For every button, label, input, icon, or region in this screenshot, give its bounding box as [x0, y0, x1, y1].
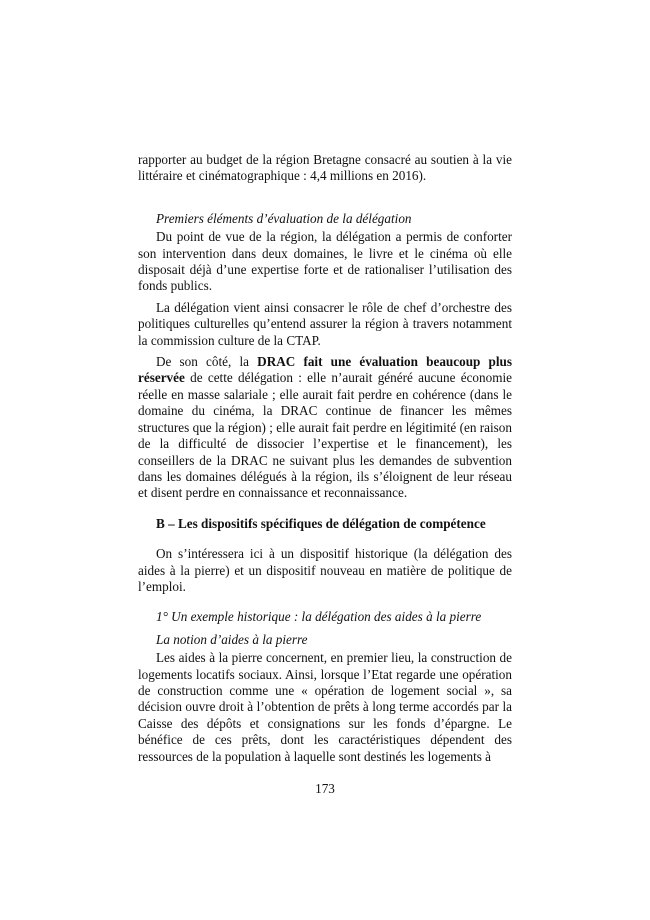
paragraph-chef-orchestre: La délégation vient ainsi consacrer le rôle de chef d’orchestre des politiques culturelles qu’entend assurer la région à travers notamment la commission culture de la CTAP. — [138, 299, 512, 348]
subheading-notion-aides: La notion d’aides à la pierre — [156, 631, 308, 647]
paragraph-dispositifs: On s’intéressera ici à un dispositif historique (la délégation des aides à la pierre) et un dispositif nouveau en matière de politique de l’emploi. — [138, 546, 512, 594]
paragraph-region-view: Du point de vue de la région, la délégation a permis de conforter son intervention dans deux domaines, le livre et le cinéma où elle disposait déjà d’une expertise forte et de rationaliser l’utilisation des fonds publics. — [138, 229, 512, 294]
section-heading-b: B – Les dispositifs spécifiques de délégation de compétence — [156, 515, 486, 531]
paragraph-drac-evaluation — [138, 354, 512, 502]
page-number: 173 — [315, 781, 335, 796]
drac-text-bold: DRAC fait une évaluation beaucoup plus réservée — [138, 354, 512, 386]
paragraph-continuation: rapporter au budget de la région Bretagne consacré au soutien à la vie littéraire et cinématographique : 4,4 millions en 2016). — [138, 152, 512, 184]
drac-text-pre: De son côté, la — [156, 354, 258, 370]
subheading-evaluation: Premiers éléments d’évaluation de la délégation — [156, 210, 412, 226]
paragraph-aides-pierre: Les aides à la pierre concernent, en premier lieu, la construction de logements locatifs sociaux. Ainsi, lorsque l’Etat regarde une opération de construction comme une « opération de logement social », sa décision ouvre droit à l’obtention de prêts à long terme accordés par la Caisse des dépôts et consignations sur les fonds d’épargne. Le bénéfice de ces prêts, dont les caractéristiques dépendent des ressources de la population à laquelle sont destinés les logements à — [138, 650, 512, 764]
page-body — [138, 152, 512, 765]
spacer — [138, 595, 512, 609]
subheading-exemple-historique: 1° Un exemple historique : la délégation des aides à la pierre — [156, 609, 482, 625]
drac-text-post: de cette délégation : elle n’aurait généré aucune économie réelle en masse salariale ; elle aurait fait perdre en cohérence (dans le domaine du cinéma, la DRAC continue de financer les mêmes structures que la région) ; elle aurait fait perdre en légitimité (en raison de la difficulté de dissocier l’expertise et le financement), les conseillers de la DRAC ne suivant plus les demandes de subvention dans les domaines délégués à la région, ils s’éloignent de leur réseau et disent perdre en connaissance et reconnaissance. — [138, 370, 512, 501]
spacer — [138, 502, 512, 516]
spacer — [138, 532, 512, 546]
spacer — [138, 185, 512, 211]
